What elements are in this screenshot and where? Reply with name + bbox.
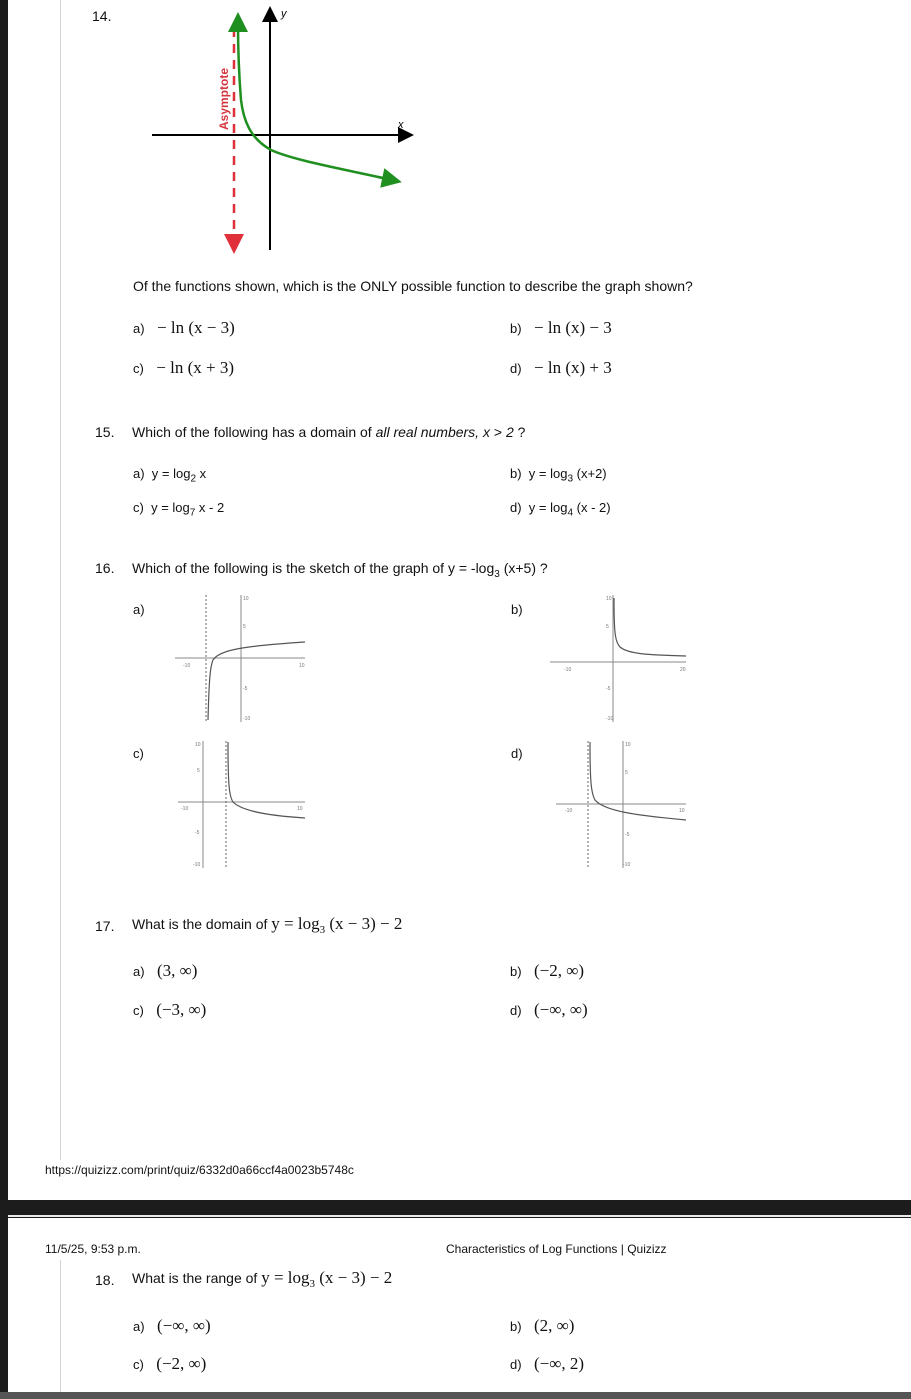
curve-right-arrow [378,177,392,180]
svg-text:-10: -10 [565,808,573,814]
svg-text:5: 5 [625,770,628,776]
svg-text:-10: -10 [606,716,614,722]
q16-option-d-letter[interactable]: d) [511,746,523,761]
curve [614,598,686,656]
question-17-number: 17. [95,918,115,934]
q14-option-c[interactable]: c) − ln (x + 3) [133,358,235,377]
curve [590,742,686,820]
printed-page-1 [8,0,911,1200]
curve [208,642,305,720]
green-log-curve [238,24,392,180]
page-left-rule [60,0,61,1160]
svg-text:-10: -10 [181,806,189,812]
x-axis-label: x [398,119,404,131]
q16-option-b-graph[interactable] [548,592,688,724]
question-15-text: Which of the following has a domain of all real numbers, x > 2 ? [132,424,526,440]
svg-text:10: 10 [606,596,612,602]
svg-text:10: 10 [195,742,201,748]
question-18-number: 18. [95,1272,115,1288]
q15-option-c[interactable]: c) $y = \log_7 x - 2$ [133,500,225,519]
q16-option-c-letter[interactable]: c) [133,746,144,761]
q15-option-d[interactable]: d) $y = \log_4 (x - 2)$ [510,500,611,519]
q18-option-c[interactable]: c) (−2, ∞) [133,1354,207,1373]
q17-option-c[interactable]: c) (−3, ∞) [133,1000,207,1019]
q16-option-d-graph[interactable] [553,738,688,870]
curve [228,742,305,818]
question-15-number: 15. [95,424,115,440]
q16-option-a-letter[interactable]: a) [133,602,145,617]
question-17-text: What is the domain of $y = \log_3 (x - 3) - 2$ [132,914,403,936]
svg-text:5: 5 [197,768,200,774]
q18-option-b[interactable]: b) (2, ∞) [510,1316,575,1335]
q18-option-a[interactable]: a) (−∞, ∞) [133,1316,211,1335]
q14-option-a[interactable]: a) − ln (x − 3) [133,318,235,337]
q17-option-a[interactable]: a) (3, ∞) [133,961,198,980]
svg-text:10: 10 [243,596,249,602]
svg-text:-5: -5 [625,832,630,838]
q14-asymptote-graph [148,0,418,260]
page-separator [8,1215,911,1217]
q14-option-b[interactable]: b) − ln (x) − 3 [510,318,612,337]
q16-option-c-graph[interactable] [173,738,308,870]
svg-text:-10: -10 [243,716,251,722]
svg-text:-10: -10 [623,862,631,868]
q18-option-d[interactable]: d) (−∞, 2) [510,1354,585,1373]
bottom-frame-edge [0,1392,911,1399]
svg-text:10: 10 [297,806,303,812]
print-timestamp: 11/5/25, 9:53 p.m. [45,1242,141,1256]
svg-text:10: 10 [299,663,305,669]
svg-text:-5: -5 [243,686,248,692]
svg-text:5: 5 [606,624,609,630]
question-18-text: What is the range of $y = \log_3 (x - 3) - 2$ [132,1268,393,1290]
q17-option-b[interactable]: b) (−2, ∞) [510,961,585,980]
printed-page-2 [8,1218,911,1392]
question-16-number: 16. [95,560,115,576]
question-16-text: Which of the following is the sketch of the graph of $y = -\log_3$ (x+5) ? [132,560,548,580]
svg-text:-10: -10 [183,663,191,669]
svg-text:-10: -10 [193,862,201,868]
y-axis-label: y [281,8,287,20]
q17-option-d[interactable]: d) (−∞, ∞) [510,1000,588,1019]
footer-url[interactable]: https://quizizz.com/print/quiz/6332d0a66ccf4a0023b5748c [45,1163,354,1177]
question-14-number: 14. [92,8,112,24]
q15-option-a[interactable]: a) $y = \log_2 x$ [133,466,207,485]
page-left-rule [60,1260,61,1392]
q16-option-b-letter[interactable]: b) [511,602,523,617]
svg-text:-5: -5 [195,830,200,836]
svg-text:-10: -10 [564,667,572,673]
svg-text:5: 5 [243,624,246,630]
asymptote-label: Asymptote [217,67,231,130]
q14-option-d[interactable]: d) − ln (x) + 3 [510,358,612,377]
svg-text:20: 20 [680,667,686,673]
question-14-text: Of the functions shown, which is the ONLY possible function to describe the graph shown? [133,278,693,294]
svg-text:10: 10 [679,808,685,814]
q16-option-a-graph[interactable] [173,592,308,724]
document-title: Characteristics of Log Functions | Quizizz [446,1242,667,1256]
svg-text:10: 10 [625,742,631,748]
q15-option-b[interactable]: b) $y = \log_3 (x+2)$ [510,466,607,485]
svg-text:-5: -5 [606,686,611,692]
